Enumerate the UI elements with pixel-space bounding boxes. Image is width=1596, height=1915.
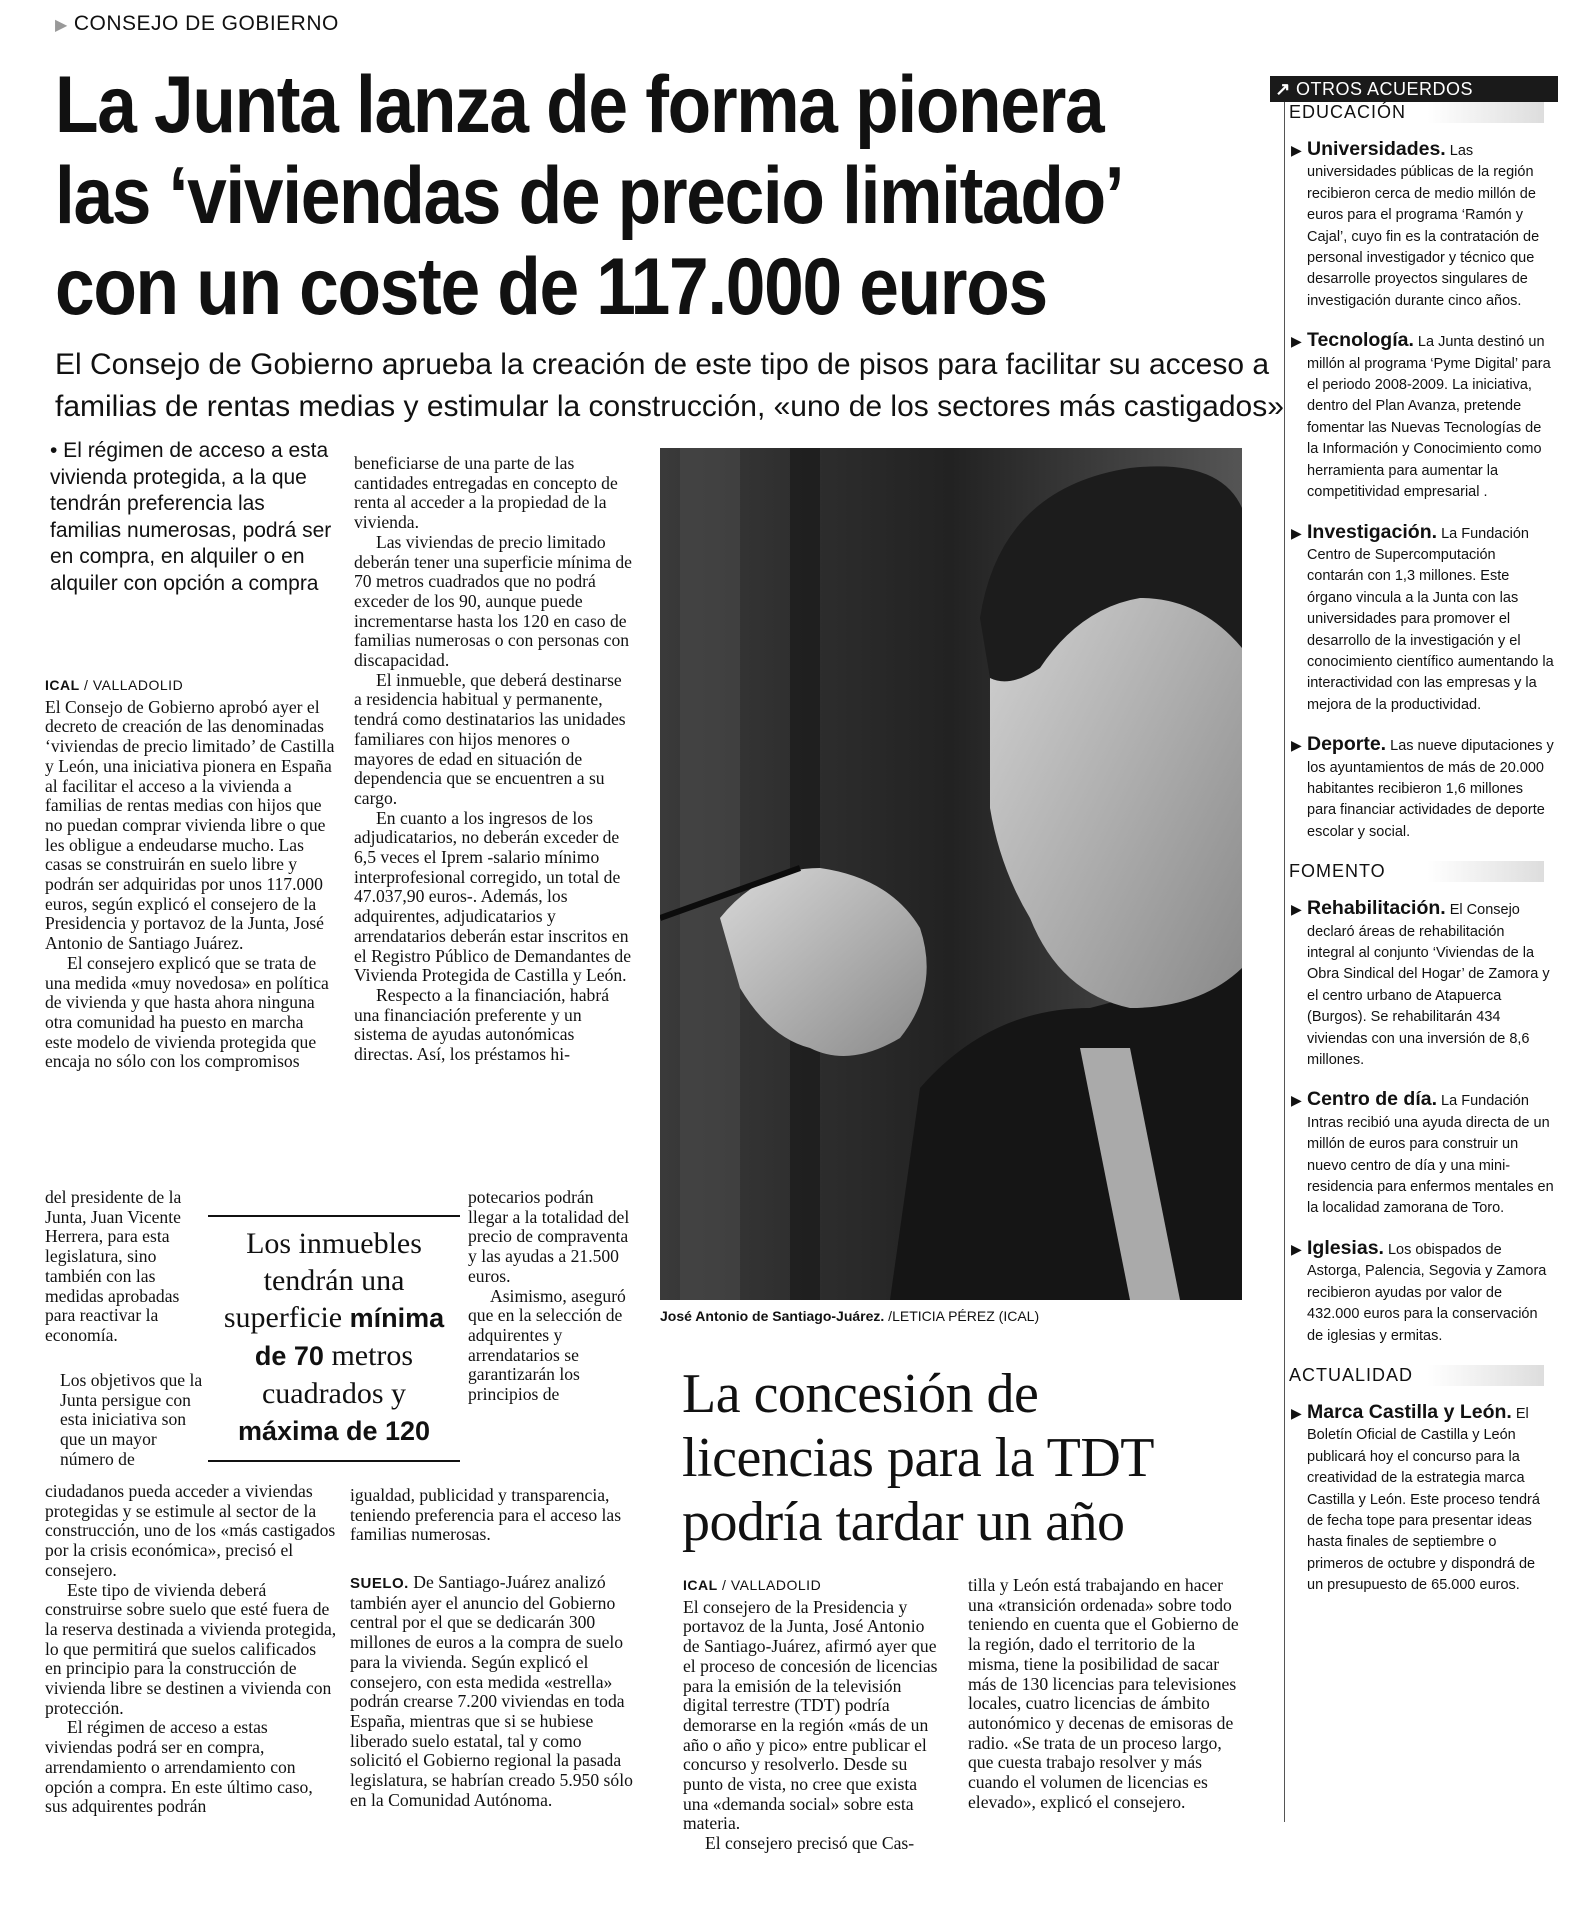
sidebar-item — [1285, 1238, 1555, 1347]
article-paragraph: En cuanto a los ingresos de los adjudicatarios, no deberán exceder de 6,5 veces el Iprem -salario mínimo interprofesional corregido, un total de 47.037,90 euros-. Además, los adquirentes, adjudicatarios y arrendatarios deberán estar inscritos en el Registro Público de Demandantes de Vivienda Protegida de Castilla y León. — [354, 807, 632, 986]
main-article-col-b — [354, 454, 632, 1065]
main-article-col-a — [45, 676, 335, 1072]
sidebar-item — [1285, 898, 1555, 1071]
sidebar-item-title: Marca Castilla y León. — [1307, 1400, 1512, 1423]
sidebar-item — [1285, 1402, 1555, 1597]
sidebar-item-text: El Consejo declaró áreas de rehabilitación integral al conjunto ‘Viviendas de la Obra Sindical del Hogar’ de Zamora y el centro urbano de Atapuerca (Burgos). Se rehabilitarán 434 viviendas con una inversión de 8,6 millones. — [1307, 902, 1550, 1069]
sidebar-item-text: Las nueve diputaciones y los ayuntamientos de más de 20.000 habitantes recibieron 1,6 millones para financiar actividades de deporte escolar y social. — [1307, 738, 1554, 840]
photo-caption — [660, 1308, 1250, 1324]
sidebar-header — [1270, 76, 1558, 102]
bullet-triangle-icon: ▶ — [1291, 1240, 1302, 1257]
sidebar-section-fomento: FOMENTO — [1285, 861, 1544, 882]
sidebar-item-text: El Boletín Oficial de Castilla y León publicará hoy el concurso para la creatividad de la estrategia marca Castilla y León. Este proceso tendrá de fecha tope para presentar ideas hasta finales de septiembre o primeros de octubre y dispondrá de un presupuesto de 65.000 euros. — [1307, 1405, 1540, 1594]
pull-quote — [208, 1215, 460, 1462]
main-article-col-a-narrow — [45, 1188, 205, 1346]
sidebar-item-title: Universidades. — [1307, 138, 1446, 160]
deck-line-1: El Consejo de Gobierno aprueba la creación de este tipo de pisos para facilitar su acceso a — [55, 348, 1270, 381]
pull-quote-line — [208, 1299, 460, 1337]
bullet-triangle-icon: ▶ — [1291, 524, 1302, 541]
sidebar-item-title: Deporte. — [1307, 733, 1387, 756]
sidebar-section-educacion: EDUCACIÓN — [1285, 102, 1544, 123]
second-headline-line-1: La concesión de — [682, 1363, 1039, 1425]
dateline-source: ICAL — [45, 677, 80, 693]
suelo-text: De Santiago-Juárez analizó también ayer el anuncio del Gobierno central por el que se dedicarán 300 millones de euros a la compra de suelo para la vivienda. Según explicó el consejero, con esta medida «estrella» podrán crearse 7.200 viviendas en toda España, mientras que si se hubiese liberado suelo estatal, tal y como solicitó el Gobierno regional la pasada legislatura, se habrían creado 5.950 sólo en la Comunidad Autónoma. — [350, 1572, 633, 1810]
main-article-col-a-bottom — [45, 1482, 337, 1817]
sidebar-item-title: Centro de día. — [1307, 1088, 1438, 1111]
bullet-triangle-icon: ▶ — [1291, 1404, 1302, 1421]
article-paragraph: del presidente de la Junta, Juan Vicente Herrera, para esta legislatura, sino también con las medidas aprobadas para reactivar la economía. — [45, 1187, 182, 1345]
sidebar-item-title: Rehabilitación. — [1307, 897, 1446, 920]
article-paragraph: El consejero explicó que se trata de una medida «muy novedosa» en política de vivienda y que hasta ahora ninguna otra comunidad ha puesto en marcha este modelo de vivienda protegida que encaja no sólo con los compromisos — [45, 952, 329, 1072]
sidebar-item — [1285, 1089, 1555, 1219]
article-paragraph: El inmueble, que deberá destinarse a residencia habitual y permanente, tendrá como destinatarios las unidades familiares con hijos menores o mayores de edad en situación de dependencia que se encuentren a su cargo. — [354, 669, 626, 808]
second-headline-line-2: licencias para la TDT — [682, 1427, 1155, 1489]
article-paragraph: tilla y León está trabajando en hacer una «transición ordenada» sobre todo teniendo en cuenta que el Gobierno de la región, dado el territorio de la misma, tiene la posibilidad de sacar más de 130 licencias para televisiones locales, cuatro licencias de ámbito autonómico y decenas de emisoras de radio. «Se trata de un proceso largo, que cuesta trabajo resolver y más cuando el volumen de licencias es elevado», explicó el consejero. — [968, 1575, 1239, 1812]
section-arrow-icon: ▶ — [55, 17, 68, 34]
article-paragraph: Las viviendas de precio limitado deberán tener una superficie mínima de 70 metros cuadrados que no podrá exceder de los 90, aunque puede incrementarse hasta los 120 en caso de familias numerosas o con personas con discapacidad. — [354, 531, 632, 671]
dateline-place: / VALLADOLID — [79, 677, 184, 693]
article-paragraph: Este tipo de vivienda deberá construirse sobre suelo que esté fuera de la reserva destinada a vivienda protegida, lo que permitirá que suelos calificados en principio para la construcción de vivienda libre se destinen a vivienda con protección. — [45, 1579, 337, 1718]
main-article-col-b-after — [350, 1486, 634, 1545]
dateline-place: / VALLADOLID — [717, 1577, 822, 1593]
sidebar-item-title: Investigación. — [1307, 520, 1438, 543]
article-paragraph: Los objetivos que la Junta persigue con esta iniciativa son que un mayor número de — [60, 1370, 203, 1469]
sidebar-item — [1285, 734, 1555, 843]
bullet-triangle-icon: ▶ — [1291, 737, 1302, 754]
main-headline — [55, 60, 1124, 333]
main-article-suelo-section — [350, 1573, 634, 1810]
caption-name: José Antonio de Santiago-Juárez. — [660, 1308, 885, 1324]
pull-quote-line — [208, 1337, 460, 1375]
sidebar-section-actualidad: ACTUALIDAD — [1285, 1365, 1544, 1386]
article-paragraph: El régimen de acceso a estas viviendas podrá ser en compra, arrendamiento o arrendamiento con opción a compra. En este último caso, sus adquirentes podrán — [45, 1717, 313, 1817]
sidebar-item-title: Iglesias. — [1307, 1236, 1384, 1259]
article-paragraph: Respecto a la financiación, habrá una financiación preferente y un sistema de ayudas autonómicas directas. Así, los préstamos hi- — [354, 984, 610, 1065]
dateline-source: ICAL — [683, 1577, 718, 1593]
article-paragraph — [350, 1573, 634, 1810]
pull-quote-line: tendrán una — [263, 1264, 405, 1297]
article-paragraph: potecarios podrán llegar a la totalidad del precio de compraventa y las ayudas a 21.500 euros. — [468, 1187, 630, 1286]
deck-line-2: familias de rentas medias y estimular la construcción, «uno de los sectores más castigados» — [55, 390, 1284, 423]
bullet-triangle-icon: ▶ — [1291, 1092, 1302, 1109]
pull-quote-emphasis: máxima de 120 — [237, 1416, 431, 1446]
photo-illustration — [660, 448, 1242, 1300]
caption-credit: /LETICIA PÉREZ (ICAL) — [884, 1308, 1040, 1324]
headline-line-3: con un coste de 117.000 euros — [55, 242, 1047, 332]
sidebar-item-title: Tecnología. — [1307, 329, 1414, 352]
article-paragraph: beneficiarse de una parte de las cantidades entregadas en concepto de renta al acceder a la propiedad de la vivienda. — [354, 453, 618, 533]
sidebar-item-text: Los obispados de Astorga, Palencia, Segovia y Zamora recibieron ayudas por valor de 432.000 euros para la conservación de iglesias y ermitas. — [1307, 1241, 1547, 1344]
article-paragraph: igualdad, publicidad y transparencia, teniendo preferencia para el acceso las familias numerosas. — [350, 1485, 622, 1545]
sidebar-item-text: La Fundación Centro de Supercomputación contarán con 1,3 millones. Este órgano vincula a la Junta con las universidades para promover el desarrollo de la investigación y el conocimiento científico aumentando la interactividad con las empresas y la mejora de la productividad. — [1307, 525, 1554, 713]
article-paragraph: El Consejo de Gobierno aprobó ayer el decreto de creación de las denominadas ‘viviendas de precio limitado’ de Castilla y León, una iniciativa pionera en España al facilitar el acceso a la vivienda a familias de rentas medias con hijos que no puedan comprar vivienda libre o que les obligue a endeudarse mucho. Las casas se construirán en suelo libre y podrán ser adquiridas por unos 117.000 euros, según explicó el consejero de la Presidencia y portavoz de la Junta, José Antonio de Santiago Juárez. — [45, 696, 335, 954]
second-headline-line-3: podría tardar un año — [682, 1491, 1125, 1553]
intro-bullet: • El régimen de acceso a esta vivienda protegida, a la que tendrán preferencia las familias numerosas, podrá ser en compra, en alquiler o en alquiler con opción a compra — [50, 439, 332, 595]
sidebar-body — [1284, 102, 1559, 1822]
sidebar-header-text: OTROS ACUERDOS — [1296, 79, 1474, 99]
trend-arrow-icon: ↗ — [1275, 79, 1291, 99]
pull-quote-emphasis: mínima — [349, 1303, 445, 1333]
main-article-col-b-narrow — [468, 1188, 631, 1405]
sidebar-item-text: Las universidades públicas de la región recibieron cerca de medio millón de euros para el programa ‘Ramón y Cajal’, cuyo fin es la contratación de personal investigador y técnico que desarrolle proyectos singulares de investigación durante cinco años. — [1307, 143, 1540, 309]
sidebar-item — [1285, 330, 1555, 503]
section-label — [55, 12, 339, 36]
sidebar-item-text: La Fundación Intras recibió una ayuda directa de un millón de euros para construir un nuevo centro de día y una mini-residencia para enfermos mentales en la localidad zamorana de Toro. — [1307, 1093, 1554, 1217]
article-paragraph: ciudadanos pueda acceder a viviendas protegidas y se estimule al sector de la construcción, uno de los «más castigados por la crisis económica», precisó el consejero. — [45, 1481, 336, 1580]
pull-quote-emphasis: de 70 — [254, 1341, 324, 1371]
deck-subheadline — [55, 344, 1284, 428]
pull-quote-line: Los inmuebles — [246, 1227, 422, 1260]
second-article-col-c — [683, 1576, 945, 1854]
sidebar-item — [1285, 522, 1555, 717]
bullet-triangle-icon: ▶ — [1291, 142, 1302, 158]
article-paragraph: Asimismo, aseguró que en la selección de adquirentes y arrendatarios se garantizarán los principios de — [468, 1285, 626, 1405]
pull-quote-line: cuadrados y — [261, 1377, 407, 1410]
article-paragraph: El consejero precisó que Cas- — [705, 1833, 915, 1854]
suelo-kicker: SUELO. — [350, 1575, 409, 1592]
bullet-triangle-icon: ▶ — [1291, 901, 1302, 918]
second-headline — [682, 1362, 1222, 1554]
main-article-col-a-narrow-2 — [60, 1371, 205, 1470]
headline-line-1: La Junta lanza de forma pionera — [55, 60, 1104, 150]
dateline — [683, 1576, 945, 1596]
second-article-col-d — [968, 1576, 1240, 1812]
dateline — [45, 676, 335, 696]
sidebar-otros-acuerdos — [1270, 68, 1558, 1868]
article-photo — [660, 448, 1242, 1300]
sidebar-item — [1285, 139, 1555, 312]
headline-line-2: las ‘viviendas de precio limitado’ — [55, 151, 1124, 241]
bullet-triangle-icon: ▶ — [1291, 333, 1302, 350]
sidebar-item-text: La Junta destinó un millón al programa ‘Pyme Digital’ para el periodo 2008-2009. La iniciativa, dentro del Plan Avanza, pretende fomentar las Nuevas Tecnologías de la Información y Conocimiento como herramienta para aumentar la competitividad empresarial . — [1307, 334, 1551, 501]
pull-quote-line — [208, 1412, 460, 1450]
article-paragraph: El consejero de la Presidencia y portavoz de la Junta, José Antonio de Santiago-Juárez, afirmó ayer que el proceso de concesión de licencias para la emisión de la televisión digital terrestre (TDT) podría demorarse en la región «más de un año o año y pico» entre publicar el concurso y resolverlo. Desde su punto de vista, no cree que exista una «demanda social» sobre esta materia. — [683, 1596, 938, 1834]
section-label-text: CONSEJO DE GOBIERNO — [73, 12, 339, 35]
pull-quote-text: superficie — [223, 1301, 350, 1334]
pull-quote-text: metros — [323, 1339, 414, 1372]
